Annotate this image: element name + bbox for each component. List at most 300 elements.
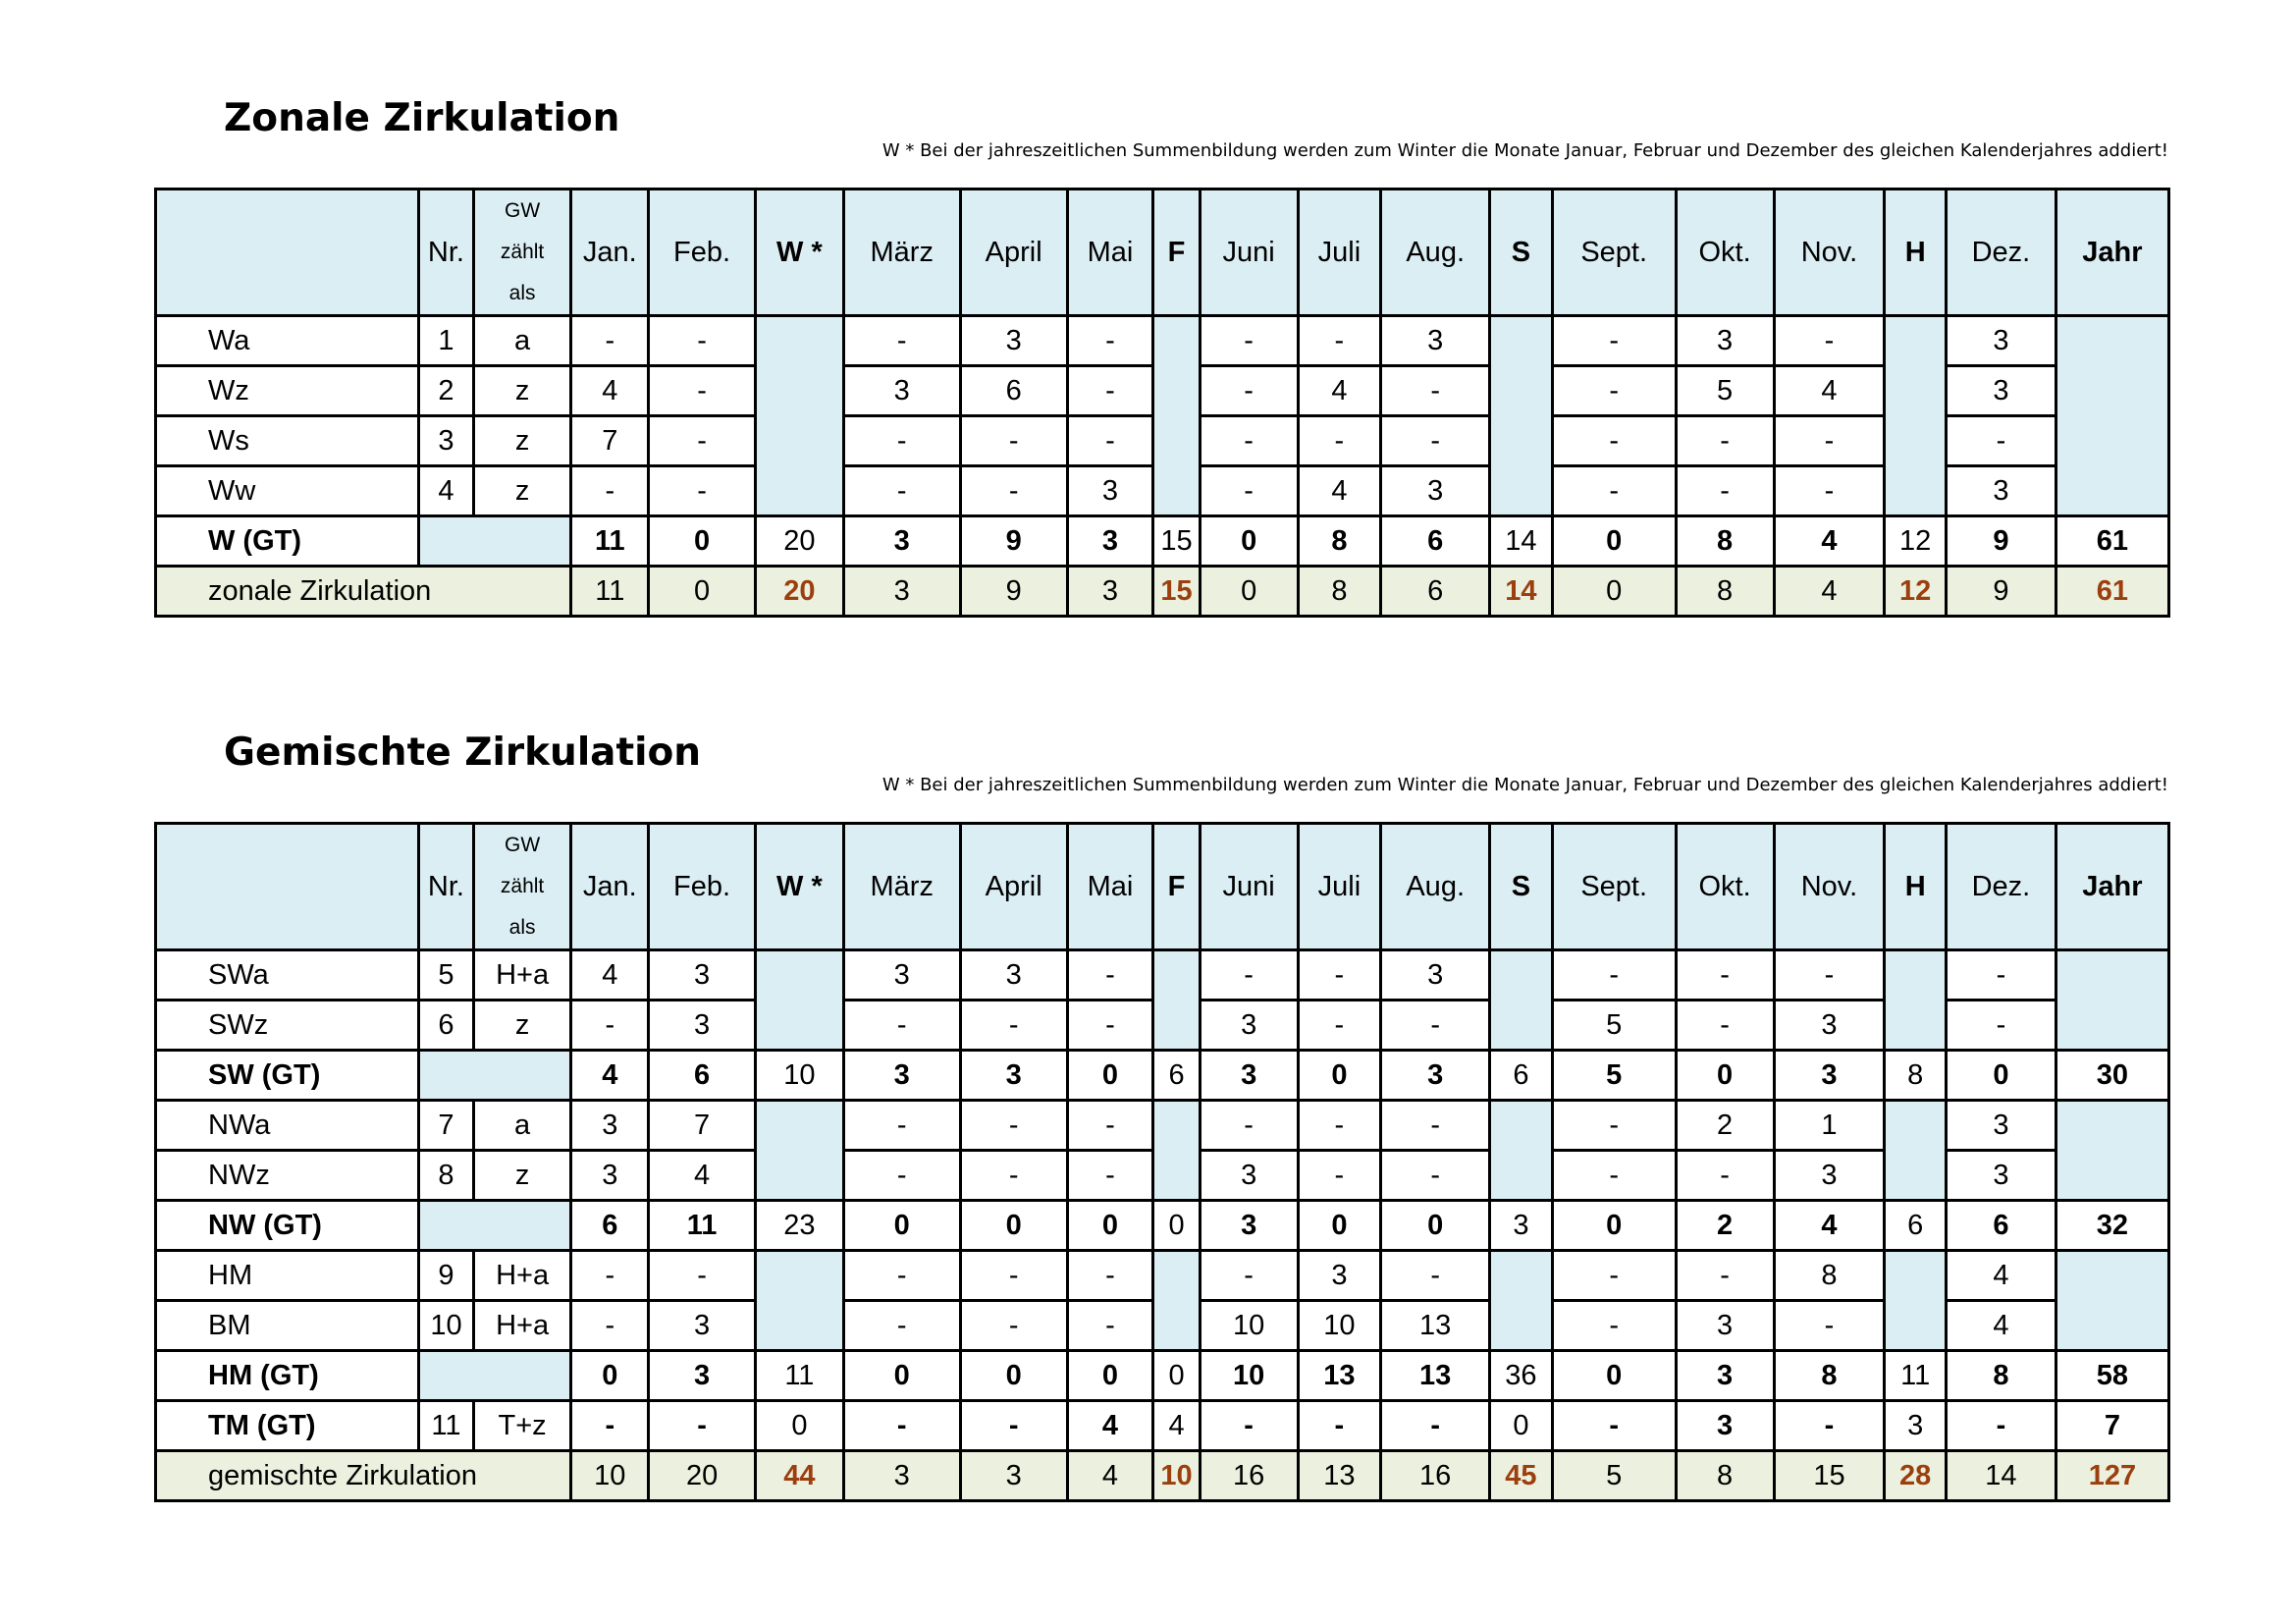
cell-mai: 3: [1067, 466, 1153, 516]
cell-jun: -: [1200, 466, 1298, 516]
cell-okt: -: [1676, 1151, 1774, 1201]
cell-aug: 3: [1381, 1051, 1490, 1101]
cell-mai: -: [1067, 1001, 1153, 1051]
header-nr: Nr.: [419, 824, 473, 950]
cell-sep: 5: [1552, 1001, 1676, 1051]
header-jan: Jan.: [571, 824, 649, 950]
data-row: [156, 1101, 2169, 1151]
row-label: Ww: [156, 466, 419, 516]
cell-jun: -: [1200, 316, 1298, 366]
cell-feb: -: [649, 466, 756, 516]
cell-mai: 4: [1067, 1401, 1153, 1451]
cell-aug: -: [1381, 366, 1490, 416]
row-label: SW (GT): [156, 1051, 419, 1101]
row-gw: a: [473, 1101, 571, 1151]
cell-mar: 3: [843, 516, 960, 567]
cell-mar: -: [843, 416, 960, 466]
cell-w: 0: [756, 1401, 844, 1451]
cell-jan: 7: [571, 416, 649, 466]
row-nr: 11: [419, 1401, 473, 1451]
cell-feb: 11: [649, 1201, 756, 1251]
cell-sep: 0: [1552, 567, 1676, 617]
cell-jan: -: [571, 466, 649, 516]
cell-jun: -: [1200, 416, 1298, 466]
cell-feb: -: [649, 316, 756, 366]
cell-jan: 10: [571, 1451, 649, 1501]
cell-feb: 20: [649, 1451, 756, 1501]
cell-jahr: 127: [2056, 1451, 2168, 1501]
cell-feb: 3: [649, 1001, 756, 1051]
cell-aug: -: [1381, 1401, 1490, 1451]
cell-f: 0: [1153, 1351, 1200, 1401]
cell-dez: 3: [1946, 466, 2056, 516]
row-gw: z: [473, 1001, 571, 1051]
cell-sep: 0: [1552, 1351, 1676, 1401]
header-gw: [473, 824, 571, 950]
zonal-section-title: Zonale Zirkulation: [224, 96, 620, 140]
cell-jan: 4: [571, 1051, 649, 1101]
cell-jul: 4: [1298, 466, 1381, 516]
season-blank-jahr: [2056, 316, 2168, 516]
season-blank-jahr: [2056, 1251, 2168, 1351]
row-nr-gw-blank: [419, 516, 571, 567]
cell-aug: 13: [1381, 1301, 1490, 1351]
cell-mai: -: [1067, 316, 1153, 366]
cell-w: 20: [756, 516, 844, 567]
cell-f: 4: [1153, 1401, 1200, 1451]
cell-apr: -: [960, 1301, 1067, 1351]
cell-dez: 0: [1946, 1051, 2056, 1101]
cell-sep: -: [1552, 466, 1676, 516]
season-blank-w: [756, 950, 844, 1051]
cell-nov: 4: [1774, 366, 1885, 416]
cell-mar: 3: [843, 1051, 960, 1101]
header-nov: Nov.: [1774, 824, 1885, 950]
cell-feb: 3: [649, 950, 756, 1001]
cell-sep: 0: [1552, 516, 1676, 567]
header-dez: Dez.: [1946, 189, 2056, 316]
mixed-section-title: Gemischte Zirkulation: [224, 731, 702, 775]
header-nov: Nov.: [1774, 189, 1885, 316]
cell-jul: -: [1298, 1401, 1381, 1451]
row-label: NWa: [156, 1101, 419, 1151]
cell-aug: -: [1381, 1151, 1490, 1201]
cell-okt: 3: [1676, 316, 1774, 366]
header-jun: Juni: [1200, 189, 1298, 316]
cell-jan: -: [571, 316, 649, 366]
cell-nov: 4: [1774, 1201, 1885, 1251]
header-gw-line: zählt: [500, 241, 545, 263]
cell-aug: 6: [1381, 567, 1490, 617]
cell-okt: 2: [1676, 1201, 1774, 1251]
row-nr-gw-blank: [419, 1201, 571, 1251]
data-row: [156, 316, 2169, 366]
season-blank-s: [1490, 1101, 1553, 1201]
row-nr: 6: [419, 1001, 473, 1051]
cell-apr: 3: [960, 316, 1067, 366]
cell-jun: 3: [1200, 1001, 1298, 1051]
row-gw: z: [473, 366, 571, 416]
cell-jun: -: [1200, 1401, 1298, 1451]
header-mar: März: [843, 824, 960, 950]
cell-aug: 16: [1381, 1451, 1490, 1501]
cell-apr: 9: [960, 516, 1067, 567]
cell-mar: -: [843, 316, 960, 366]
cell-aug: -: [1381, 416, 1490, 466]
cell-nov: -: [1774, 466, 1885, 516]
row-label: SWz: [156, 1001, 419, 1051]
cell-dez: 3: [1946, 1151, 2056, 1201]
header-sep: Sept.: [1552, 824, 1676, 950]
header-apr: April: [960, 824, 1067, 950]
row-label: Wa: [156, 316, 419, 366]
circulation-total-row: [156, 567, 2169, 617]
cell-aug: -: [1381, 1251, 1490, 1301]
header-feb: Feb.: [649, 189, 756, 316]
row-nr: 8: [419, 1151, 473, 1201]
cell-nov: 3: [1774, 1151, 1885, 1201]
header-w: W *: [756, 189, 844, 316]
row-nr: 7: [419, 1101, 473, 1151]
cell-aug: 0: [1381, 1201, 1490, 1251]
group-total-row: [156, 516, 2169, 567]
header-apr: April: [960, 189, 1067, 316]
cell-jul: 8: [1298, 567, 1381, 617]
row-nr-gw-blank: [419, 1351, 571, 1401]
cell-dez: -: [1946, 1401, 2056, 1451]
cell-aug: 3: [1381, 466, 1490, 516]
header-aug: Aug.: [1381, 189, 1490, 316]
cell-f: 0: [1153, 1201, 1200, 1251]
group-total-row: [156, 1201, 2169, 1251]
zonal-circulation-table: [154, 188, 2170, 618]
season-blank-s: [1490, 950, 1553, 1051]
cell-okt: -: [1676, 1001, 1774, 1051]
cell-jahr: 61: [2056, 567, 2168, 617]
cell-s: 45: [1490, 1451, 1553, 1501]
header-mai: Mai: [1067, 189, 1153, 316]
cell-s: 6: [1490, 1051, 1553, 1101]
row-gw: H+a: [473, 950, 571, 1001]
cell-jan: -: [571, 1301, 649, 1351]
cell-mai: -: [1067, 950, 1153, 1001]
cell-apr: 3: [960, 1451, 1067, 1501]
row-label: gemischte Zirkulation: [156, 1451, 571, 1501]
cell-okt: -: [1676, 466, 1774, 516]
season-blank-jahr: [2056, 1101, 2168, 1201]
cell-jul: -: [1298, 1101, 1381, 1151]
header-jul: Juli: [1298, 824, 1381, 950]
cell-sep: -: [1552, 1401, 1676, 1451]
cell-feb: -: [649, 1251, 756, 1301]
header-mai: Mai: [1067, 824, 1153, 950]
cell-apr: -: [960, 1401, 1067, 1451]
cell-nov: -: [1774, 416, 1885, 466]
season-blank-f: [1153, 950, 1200, 1051]
cell-dez: 9: [1946, 516, 2056, 567]
row-label: Wz: [156, 366, 419, 416]
season-blank-w: [756, 316, 844, 516]
cell-jul: 10: [1298, 1301, 1381, 1351]
cell-nov: -: [1774, 950, 1885, 1001]
cell-f: 15: [1153, 516, 1200, 567]
cell-jahr: 61: [2056, 516, 2168, 567]
group-total-row: [156, 1051, 2169, 1101]
cell-mar: -: [843, 466, 960, 516]
cell-nov: -: [1774, 1301, 1885, 1351]
cell-jahr: 58: [2056, 1351, 2168, 1401]
cell-mar: -: [843, 1151, 960, 1201]
cell-okt: 0: [1676, 1051, 1774, 1101]
header-gw-line: GW: [505, 834, 541, 856]
row-gw: T+z: [473, 1401, 571, 1451]
header-gw-line: GW: [505, 199, 541, 222]
cell-apr: -: [960, 1151, 1067, 1201]
cell-mar: 3: [843, 567, 960, 617]
cell-mar: 0: [843, 1351, 960, 1401]
cell-jan: -: [571, 1001, 649, 1051]
row-nr: 2: [419, 366, 473, 416]
cell-apr: -: [960, 1001, 1067, 1051]
cell-feb: 0: [649, 567, 756, 617]
cell-w: 10: [756, 1051, 844, 1101]
winter-sum-note: W * Bei der jahreszeitlichen Summenbildung werden zum Winter die Monate Januar, Februar und Dezember des gleichen Kalenderjahres addiert!: [881, 140, 2168, 161]
cell-jul: 13: [1298, 1451, 1381, 1501]
cell-jan: 4: [571, 366, 649, 416]
cell-jul: 3: [1298, 1251, 1381, 1301]
cell-sep: 5: [1552, 1451, 1676, 1501]
cell-aug: 13: [1381, 1351, 1490, 1401]
row-label: HM (GT): [156, 1351, 419, 1401]
cell-mai: 0: [1067, 1351, 1153, 1401]
cell-feb: 4: [649, 1151, 756, 1201]
row-gw: H+a: [473, 1301, 571, 1351]
header-jahr: Jahr: [2056, 824, 2168, 950]
cell-apr: -: [960, 1251, 1067, 1301]
cell-s: 0: [1490, 1401, 1553, 1451]
row-label: BM: [156, 1301, 419, 1351]
row-label: TM (GT): [156, 1401, 419, 1451]
cell-nov: 4: [1774, 567, 1885, 617]
cell-mar: 0: [843, 1201, 960, 1251]
season-blank-f: [1153, 1101, 1200, 1201]
header-corner: [156, 824, 419, 950]
cell-jun: -: [1200, 950, 1298, 1001]
cell-jun: 3: [1200, 1151, 1298, 1201]
group-total-row: [156, 1401, 2169, 1451]
cell-mai: -: [1067, 1251, 1153, 1301]
season-blank-w: [756, 1101, 844, 1201]
cell-jun: 0: [1200, 516, 1298, 567]
cell-jul: -: [1298, 316, 1381, 366]
cell-aug: 3: [1381, 316, 1490, 366]
header-dez: Dez.: [1946, 824, 2056, 950]
cell-mai: -: [1067, 1101, 1153, 1151]
cell-feb: -: [649, 1401, 756, 1451]
cell-mai: -: [1067, 416, 1153, 466]
cell-mar: 3: [843, 950, 960, 1001]
header-jul: Juli: [1298, 189, 1381, 316]
header-aug: Aug.: [1381, 824, 1490, 950]
data-row: [156, 1251, 2169, 1301]
header-s: S: [1490, 824, 1553, 950]
row-nr-gw-blank: [419, 1051, 571, 1101]
cell-f: 6: [1153, 1051, 1200, 1101]
cell-jul: -: [1298, 416, 1381, 466]
cell-dez: -: [1946, 1001, 2056, 1051]
header-jun: Juni: [1200, 824, 1298, 950]
cell-feb: 0: [649, 516, 756, 567]
cell-okt: -: [1676, 416, 1774, 466]
cell-nov: 4: [1774, 516, 1885, 567]
cell-jul: 8: [1298, 516, 1381, 567]
header-jan: Jan.: [571, 189, 649, 316]
cell-dez: 4: [1946, 1301, 2056, 1351]
cell-sep: -: [1552, 316, 1676, 366]
season-blank-s: [1490, 1251, 1553, 1351]
season-blank-h: [1885, 316, 1947, 516]
header-row: [156, 189, 2169, 316]
cell-w: 44: [756, 1451, 844, 1501]
cell-aug: 3: [1381, 950, 1490, 1001]
header-h: H: [1885, 189, 1947, 316]
cell-jul: 4: [1298, 366, 1381, 416]
row-nr: 5: [419, 950, 473, 1001]
header-sep: Sept.: [1552, 189, 1676, 316]
header-corner: [156, 189, 419, 316]
cell-h: 3: [1885, 1401, 1947, 1451]
cell-dez: 8: [1946, 1351, 2056, 1401]
header-w: W *: [756, 824, 844, 950]
season-blank-h: [1885, 950, 1947, 1051]
cell-sep: -: [1552, 1101, 1676, 1151]
cell-jun: 0: [1200, 567, 1298, 617]
header-f: F: [1153, 824, 1200, 950]
cell-jan: 3: [571, 1151, 649, 1201]
cell-okt: 3: [1676, 1401, 1774, 1451]
cell-dez: -: [1946, 950, 2056, 1001]
header-okt: Okt.: [1676, 189, 1774, 316]
cell-mar: -: [843, 1101, 960, 1151]
cell-apr: 0: [960, 1351, 1067, 1401]
cell-apr: 0: [960, 1201, 1067, 1251]
cell-s: 14: [1490, 516, 1553, 567]
cell-jahr: 7: [2056, 1401, 2168, 1451]
row-gw: z: [473, 416, 571, 466]
row-nr: 4: [419, 466, 473, 516]
cell-jun: -: [1200, 1251, 1298, 1301]
cell-h: 6: [1885, 1201, 1947, 1251]
cell-aug: 6: [1381, 516, 1490, 567]
cell-mai: -: [1067, 1301, 1153, 1351]
cell-apr: 3: [960, 1051, 1067, 1101]
row-gw: z: [473, 466, 571, 516]
cell-nov: -: [1774, 316, 1885, 366]
cell-sep: -: [1552, 950, 1676, 1001]
cell-okt: -: [1676, 1251, 1774, 1301]
cell-jul: 0: [1298, 1051, 1381, 1101]
cell-nov: 1: [1774, 1101, 1885, 1151]
row-label: HM: [156, 1251, 419, 1301]
header-feb: Feb.: [649, 824, 756, 950]
cell-jun: 10: [1200, 1351, 1298, 1401]
header-gw: [473, 189, 571, 316]
cell-nov: -: [1774, 1401, 1885, 1451]
row-label: NW (GT): [156, 1201, 419, 1251]
cell-h: 11: [1885, 1351, 1947, 1401]
row-nr: 10: [419, 1301, 473, 1351]
cell-jan: 11: [571, 516, 649, 567]
cell-mai: 0: [1067, 1201, 1153, 1251]
cell-s: 3: [1490, 1201, 1553, 1251]
cell-h: 8: [1885, 1051, 1947, 1101]
cell-jun: -: [1200, 1101, 1298, 1151]
cell-aug: -: [1381, 1001, 1490, 1051]
cell-apr: -: [960, 1101, 1067, 1151]
cell-apr: 9: [960, 567, 1067, 617]
cell-nov: 8: [1774, 1351, 1885, 1401]
cell-okt: 8: [1676, 567, 1774, 617]
cell-mar: -: [843, 1401, 960, 1451]
row-nr: 9: [419, 1251, 473, 1301]
row-gw: H+a: [473, 1251, 571, 1301]
header-row: [156, 824, 2169, 950]
cell-jan: 11: [571, 567, 649, 617]
cell-okt: 8: [1676, 516, 1774, 567]
cell-okt: 8: [1676, 1451, 1774, 1501]
cell-jul: 13: [1298, 1351, 1381, 1401]
cell-apr: 3: [960, 950, 1067, 1001]
cell-mai: -: [1067, 366, 1153, 416]
cell-jun: -: [1200, 366, 1298, 416]
cell-sep: -: [1552, 1301, 1676, 1351]
cell-jun: 16: [1200, 1451, 1298, 1501]
cell-mar: -: [843, 1301, 960, 1351]
cell-dez: -: [1946, 416, 2056, 466]
circulation-total-row: [156, 1451, 2169, 1501]
cell-dez: 3: [1946, 366, 2056, 416]
cell-okt: 3: [1676, 1351, 1774, 1401]
cell-sep: -: [1552, 1151, 1676, 1201]
row-label: Ws: [156, 416, 419, 466]
header-s: S: [1490, 189, 1553, 316]
cell-sep: -: [1552, 1251, 1676, 1301]
cell-nov: 3: [1774, 1001, 1885, 1051]
header-gw-line: als: [508, 916, 536, 939]
cell-h: 12: [1885, 567, 1947, 617]
cell-mai: 3: [1067, 567, 1153, 617]
cell-dez: 14: [1946, 1451, 2056, 1501]
cell-feb: 7: [649, 1101, 756, 1151]
season-blank-f: [1153, 316, 1200, 516]
cell-h: 12: [1885, 516, 1947, 567]
cell-sep: -: [1552, 416, 1676, 466]
mixed-circulation-table: [154, 822, 2170, 1502]
row-label: W (GT): [156, 516, 419, 567]
header-jahr: Jahr: [2056, 189, 2168, 316]
season-blank-jahr: [2056, 950, 2168, 1051]
cell-jul: 0: [1298, 1201, 1381, 1251]
cell-feb: -: [649, 416, 756, 466]
cell-f: 15: [1153, 567, 1200, 617]
row-label: SWa: [156, 950, 419, 1001]
cell-okt: 3: [1676, 1301, 1774, 1351]
cell-dez: 4: [1946, 1251, 2056, 1301]
cell-w: 20: [756, 567, 844, 617]
cell-feb: -: [649, 366, 756, 416]
row-label: NWz: [156, 1151, 419, 1201]
season-blank-f: [1153, 1251, 1200, 1351]
